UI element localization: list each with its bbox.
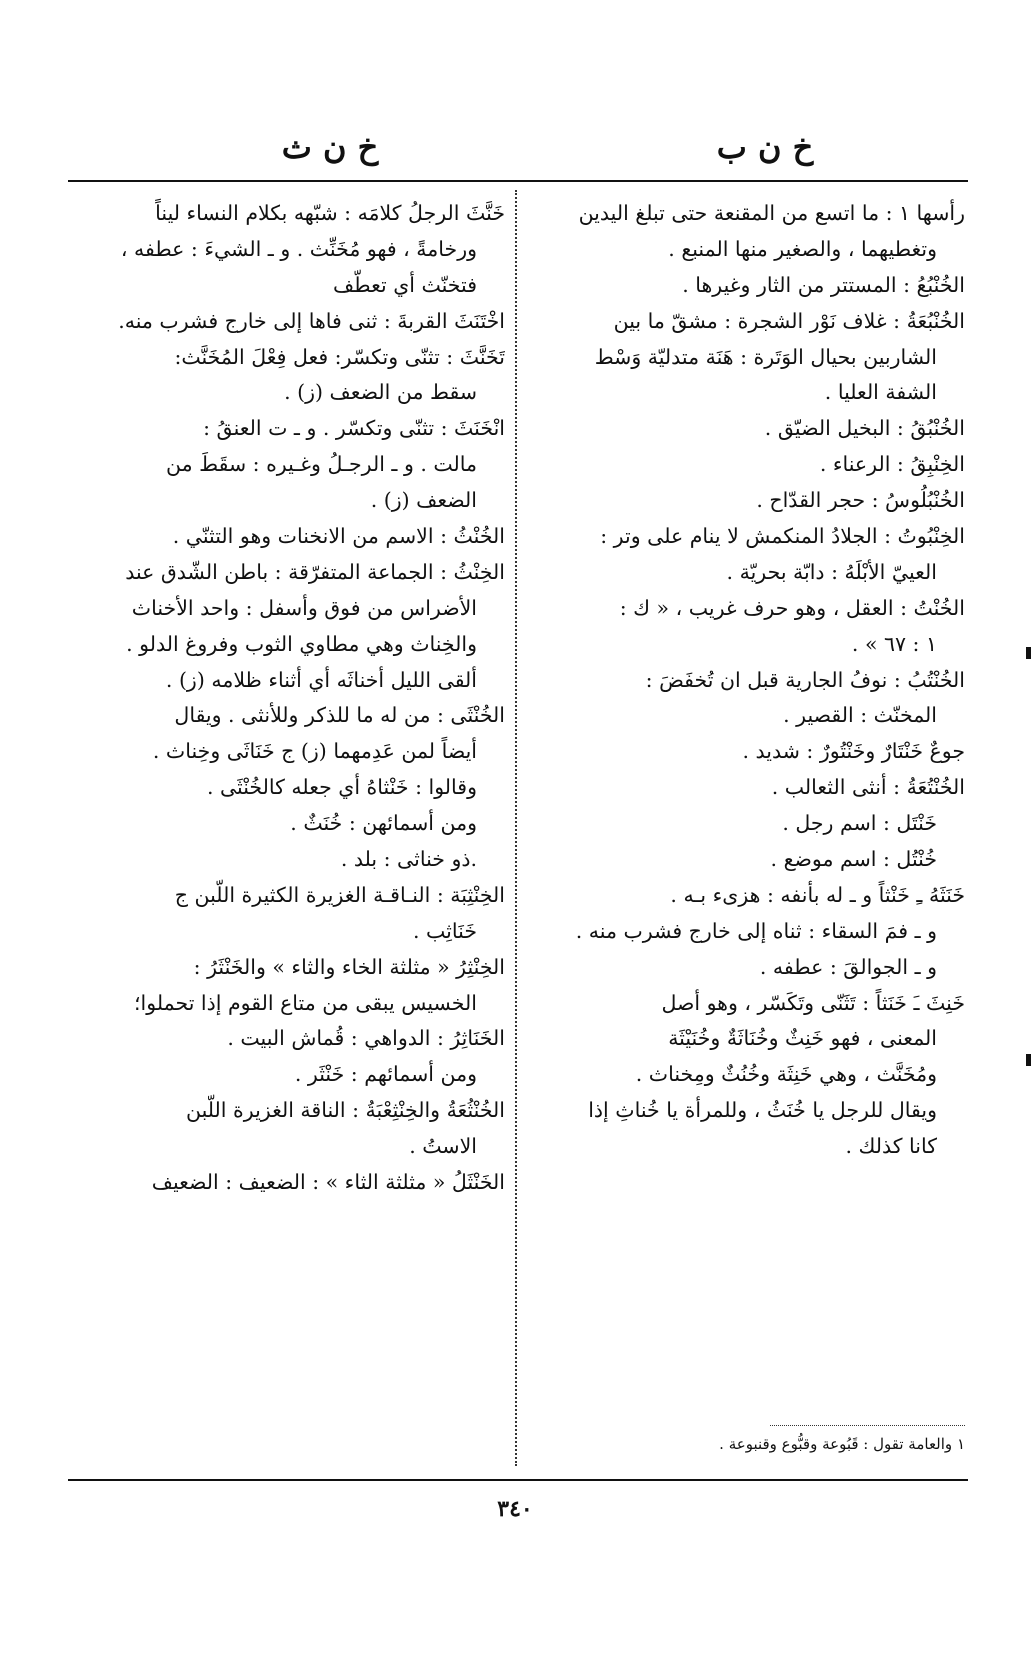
entry-line: وتغطيهما ، والصغير منها المنبع . — [668, 236, 937, 261]
entry-line: الشاربين بحيال الوَتَرة : هَنَة متدليّة وَسْط — [594, 344, 937, 369]
page-number: ٣٤٠ — [497, 1496, 533, 1522]
entry-line: ورخامةً ، فهو مُخَنِّث . و ـ الشيءَ : عطفه ، — [120, 236, 477, 261]
entry-line: الخِنْثِرُ « مثلثة الخاء والثاء » والخَنْثَرُ : — [193, 954, 505, 979]
entry-line: ومُخَنَّث ، وهي خَنِثَة وخُنُثٌ ومِخناث . — [635, 1062, 937, 1087]
entry-line: خُنْتُل : اسم موضع . — [770, 847, 937, 872]
entry-line: الخُنْبُقُ : البخيل الضيّق . — [764, 416, 965, 441]
entry-line: تَخَنَّثَ : تثنّى وتكسّر: فعل فِعْلَ المُخَنَّث: — [174, 344, 505, 369]
entry-line: ومن أسمائهم : خَنْثَر . — [294, 1062, 477, 1087]
entry-line: الضعف (ز) . — [370, 488, 477, 513]
entry-line: خَنِثَ ـَ خَنَثاً : تَثَنّى وتَكَسّر ، وهو أصل — [661, 990, 965, 1015]
entry-line: وقالوا : خَنْثاهُ أي جعله كالخُنْثَى . — [206, 775, 477, 800]
entry-line: سقط من الضعف (ز) . — [284, 380, 477, 405]
entry-line: الخَنْثَلُ « مثلثة الثاء » : الضعيف : الضعيف — [151, 1170, 505, 1195]
entry-line: الخُنْتُ : العقل ، وهو حرف غريب ، « ك : — [619, 595, 965, 620]
entry-line: خَنْتَل : اسم رجل . — [782, 811, 937, 836]
entry-line: الخِنْثِبَة : النـاقـة الغزيرة الكثيرة اللّبن ج — [174, 882, 505, 907]
entry-line: الخِنْبُوتُ : الجلادُ المنكمش لا ينام على وتر : — [600, 524, 965, 549]
entry-line: و ـ فمَ السقاء : ثناه إلى خارج فشرب منه . — [575, 918, 937, 943]
entry-line: خَنَاثِب . — [413, 918, 477, 943]
entry-line: الخُنْبُعَةُ : غلاف نَوْر الشجرة : مشقّ ما بين — [613, 308, 965, 333]
entry-line: مالت . و ـ الرجـلُ وغـيره : سقَطَ من — [166, 452, 477, 477]
margin-mark — [1026, 647, 1031, 659]
entry-line: الاستُ . — [409, 1134, 477, 1159]
entry-line: الخُنْثُ : الاسم من الانخنات وهو التثنّي . — [172, 524, 505, 549]
entry-line: المخنّث : القصير . — [783, 703, 937, 728]
entry-line: الخُنْبُلُوسُ : حجر القدّاح . — [756, 488, 965, 513]
entry-line: ١ : ٦٧ » . — [851, 631, 937, 656]
left-column — [70, 196, 505, 1201]
entry-line: ومن أسمائهن : خُنَثٌ . — [290, 811, 477, 836]
column-divider — [515, 190, 517, 1466]
top-rule — [68, 180, 968, 182]
footnote: ١ والعامة تقول : قَبُوعة وقبُّوع وقنبوعة . — [719, 1435, 965, 1453]
entry-line: الخسيس يبقى من متاع القوم إذا تحملوا؛ — [134, 990, 477, 1015]
entry-line: اخْتَنَثَ القربةَ : ثنى فاها إلى خارج فشرب منه. — [118, 308, 505, 333]
entry-line: الخُنْتُعَةُ : أنثى الثعالب . — [771, 775, 965, 800]
entry-line: جوعٌ خَنْتَارٌ وخَنْتُورٌ : شديد . — [742, 739, 965, 764]
right-column-root-header: خ ن ب — [716, 128, 814, 166]
entry-line: الخِنْبِقُ : الرعناء . — [819, 452, 965, 477]
entry-line: فتخنّث أي تعطّف — [333, 272, 477, 297]
margin-mark — [1026, 1054, 1031, 1066]
entry-line: انْخَنَثَ : تثنّى وتكسّر . و ـ ت العنقُ : — [203, 416, 505, 441]
entry-line: الخُنْتُبُ : نوفُ الجارية قبل ان تُخفَضَ : — [645, 667, 965, 692]
entry-line: العييّ الأبْلَهُ : دابّة بحريّة . — [726, 559, 937, 584]
footnote-rule — [770, 1425, 965, 1426]
entry-line: والخِناث وهي مطاوي الثوب وفروغ الدلو . — [126, 631, 477, 656]
entry-line: خَنَثَهُ ـِ خَنْثاً و ـ له بأنفه : هزىء بـه . — [670, 882, 965, 907]
entry-line: خَنَّثَ الرجلُ كلامَه : شبّهه بكلام النساء ليناً — [155, 201, 505, 225]
entry-line: الخُنْثُعَةُ والخِنْثِعْبَةُ : الناقة الغزيرة اللّبن — [185, 1098, 505, 1123]
entry-line: و ـ الجوالقَ : عطفه . — [759, 954, 937, 979]
entry-line: الأضراس من فوق وأسفل : واحد الأخناث — [131, 595, 477, 620]
entry-line: الخُنْبُعُ : المستتر من الثار وغيرها . — [682, 272, 965, 297]
entry-line: رأسها ١ : ما اتسع من المقنعة حتى تبلغ اليدين — [578, 201, 965, 225]
left-column-root-header: خ ن ث — [281, 128, 379, 166]
right-column — [530, 196, 965, 1165]
entry-line: ألقى الليل أخناثَه أي أثناء ظلامه (ز) . — [165, 667, 477, 692]
bottom-rule — [68, 1479, 968, 1481]
entry-line: كانا كذلك . — [845, 1134, 937, 1159]
entry-line: الخُنْثَى : من له ما للذكر وللأنثى . ويقال — [174, 703, 505, 728]
entry-line: الشفة العليا . — [824, 380, 937, 405]
entry-line: أيضاً لمن عَدِمهما (ز) ج خَنَاثَى وخِناث . — [152, 739, 477, 764]
entry-line: الخَنَاثِرُ : الدواهي : قُماش البيت . — [227, 1026, 505, 1051]
entry-line: الخِنْثُ : الجماعة المتفرّقة : باطن الشّدق عند — [125, 559, 505, 584]
entry-line: .ذو خناثى : بلد . — [340, 847, 477, 872]
entry-line: المعنى ، فهو خَنِثٌ وخُنَاثَةٌ وخُنَيْثَة — [668, 1026, 937, 1051]
entry-line: ويقال للرجل يا خُنَثُ ، وللمرأة يا خُناثِ إذا — [588, 1098, 937, 1123]
